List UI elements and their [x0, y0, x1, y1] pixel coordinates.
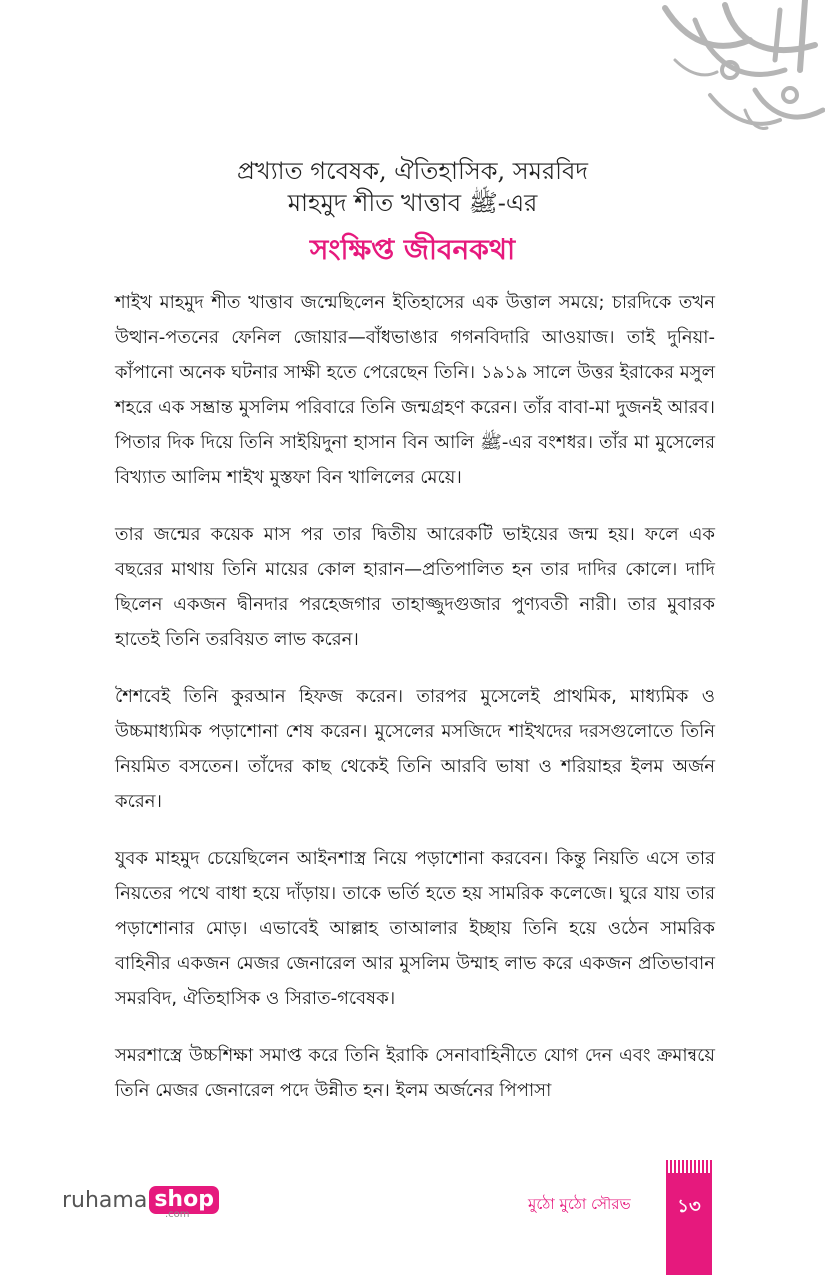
paragraph-5: সমরশাস্ত্রে উচ্চশিক্ষা সমাপ্ত করে তিনি ইরাকি সেনাবাহিনীতে যোগ দেন এবং ক্রমান্বয়ে তিনি মেজর জেনারেল পদে উন্নীত হন। ইলম অর্জনের পিপাসা — [115, 1045, 715, 1101]
paragraph-1: শাইখ মাহমুদ শীত খাত্তাব জন্মেছিলেন ইতিহাসের এক উত্তাল সময়ে; চারদিকে তখন উত্থান-পতনের ফেনিল জোয়ার—বাঁধভাঙার গগনবিদারি আওয়াজ। তাই দুনিয়া-কাঁপানো অনেক ঘটনার সাক্ষী হতে পেরেছেন তিনি। ১৯১৯ সালে উত্তর ইরাকের মসুল শহরে এক সম্ভ্রান্ত মুসলিম পরিবারে তিনি জন্মগ্রহণ করেন। তাঁর বাবা-মা দুজনই আরব। পিতার দিক দিয়ে তিনি সাইয়িদুনা হাসান বিন আলি ﷺ-এর বংশধর। তাঁর মা মুসেলের বিখ্যাত আলিম শাইখ মুস্তফা বিন খালিলের মেয়ে। — [115, 292, 716, 488]
book-title: মুঠো মুঠো সৌরভ — [528, 1195, 631, 1213]
paragraph-2: তার জন্মের কয়েক মাস পর তার দ্বিতীয় আরেকটি ভাইয়ের জন্ম হয়। ফলে এক বছরের মাথায় তিনি মায়ের কোল হারান—প্রতিপালিত হন তার দাদির কোলে। দাদি ছিলেন একজন দ্বীনদার পরহেজগার তাহাজ্জুদগুজার পুণ্যবতী নারী। তার মুবারক হাতেই তিনি তরবিয়ত লাভ করেন। — [115, 524, 715, 650]
page-number: ১৩ — [677, 1196, 701, 1217]
arabic-calligraphy-icon — [655, 0, 825, 140]
logo-box-text: shop — [149, 1186, 219, 1214]
paragraph-4: যুবক মাহমুদ চেয়েছিলেন আইনশাস্ত্র নিয়ে পড়াশোনা করবেন। কিন্তু নিয়তি এসে তার নিয়তের পথে বাধা হয়ে দাঁড়ায়। তাকে ভর্তি হতে হয় সামরিক কলেজে। ঘুরে যায় তার পড়াশোনার মোড়। এভাবেই আল্লাহ তাআলার ইচ্ছায় তিনি হয়ে ওঠেন সামরিক বাহিনীর একজন মেজর জেনারেল আর মুসলিম উম্মাহ লাভ করে একজন প্রতিভাবান সমরবিদ, ঐতিহাসিক ও সিরাত-গবেষক। — [115, 848, 715, 1009]
logo-text: ruhama — [62, 1187, 148, 1213]
page-tab — [666, 1173, 712, 1275]
logo-subtext: .com — [165, 1209, 190, 1220]
page-tab-stripes — [666, 1160, 712, 1174]
publisher-logo — [62, 1180, 219, 1220]
paragraph-3: শৈশবেই তিনি কুরআন হিফজ করেন। তারপর মুসেলেই প্রাথমিক, মাধ্যমিক ও উচ্চমাধ্যমিক পড়াশোনা শেষ করেন। মুসেলের মসজিদে শাইখদের দরসগুলোতে তিনি নিয়মিত বসতেন। তাঁদের কাছ থেকেই তিনি আরবি ভাষা ও শরিয়াহর ইলম অর্জন করেন। — [115, 686, 715, 812]
subtitle-line-2: মাহমুদ শীত খাত্তাব ﷺ-এর — [287, 189, 538, 217]
page-title: সংক্ষিপ্ত জীবনকথা — [309, 233, 516, 266]
subtitle-line-1: প্রখ্যাত গবেষক, ঐতিহাসিক, সমরবিদ — [237, 157, 588, 185]
body-text — [115, 285, 715, 1130]
